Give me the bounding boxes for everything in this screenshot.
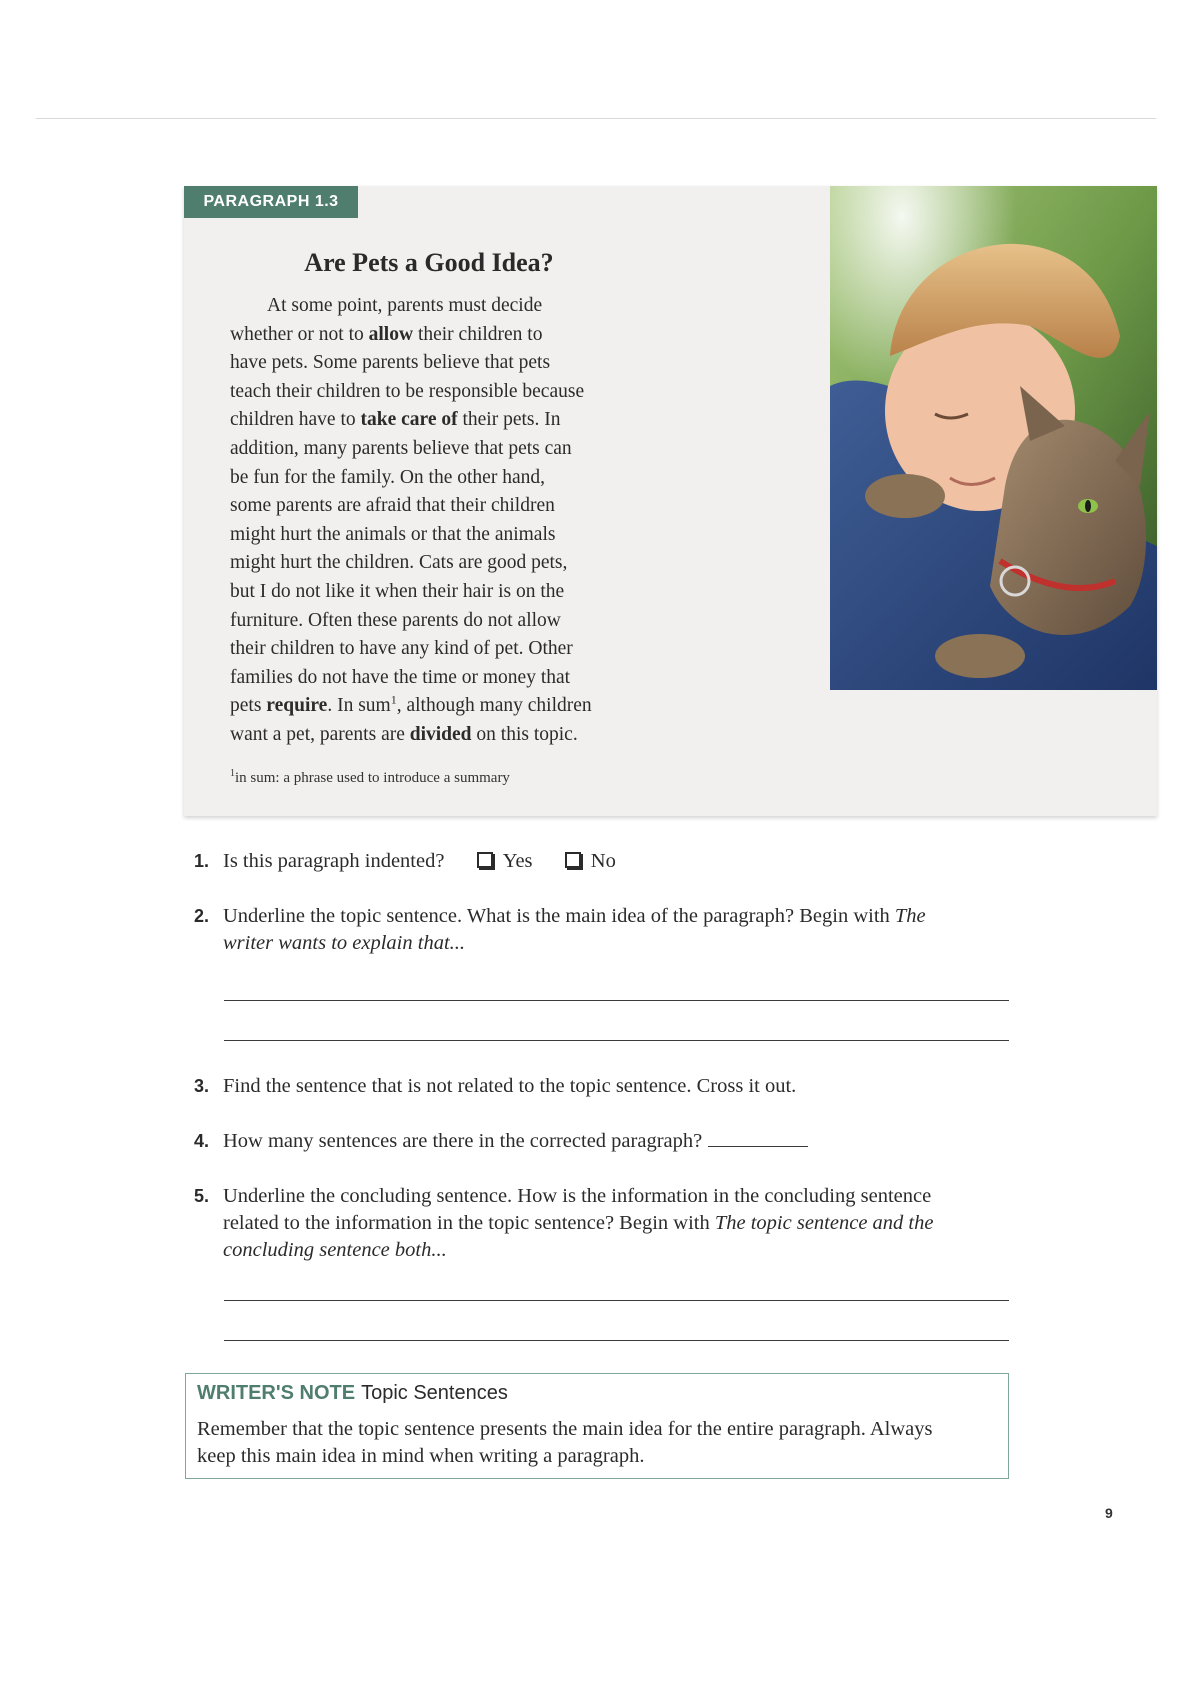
paragraph-line: have pets. Some parents believe that pets <box>230 352 551 374</box>
question-text-italic: writer wants to explain that... <box>223 932 466 954</box>
paragraph-line: but I do not like it when their hair is on the <box>230 580 565 602</box>
answer-line[interactable] <box>224 1340 1009 1341</box>
paragraph-line: At some point, parents must decide <box>267 295 543 316</box>
question-number: 1. <box>194 851 210 871</box>
writers-note-line: Remember that the topic sentence presents the main idea for the entire paragraph. Always <box>197 1418 933 1440</box>
question-text-italic: The <box>894 905 926 927</box>
paragraph-title: Are Pets a Good Idea? <box>304 248 554 277</box>
paragraph-box <box>184 186 1157 816</box>
vocab-word: take care of <box>360 409 458 431</box>
page-number: 9 <box>1105 1505 1113 1521</box>
question-text: related to the information in the topic sentence? Begin with <box>223 1212 715 1234</box>
paragraph-line: furniture. Often these parents do not allow <box>230 609 561 631</box>
vocab-word: divided <box>409 723 472 745</box>
paragraph-line: children have to take care of their pets. In <box>230 409 561 431</box>
paragraph-tag: PARAGRAPH 1.3 <box>184 186 358 218</box>
question-text: Find the sentence that is not related to the topic sentence. Cross it out. <box>223 1075 797 1097</box>
header-rule <box>36 118 1156 119</box>
question-text-italic: concluding sentence both... <box>223 1239 447 1261</box>
paragraph-line: addition, many parents believe that pets can <box>230 437 572 459</box>
vocab-word: require <box>266 695 328 717</box>
paragraph-line: might hurt the children. Cats are good pets, <box>230 552 568 574</box>
paragraph-line: be fun for the family. On the other hand, <box>230 466 545 488</box>
no-checkbox[interactable] <box>565 852 581 868</box>
boy-with-cat-photo <box>830 186 1157 690</box>
question-number: 5. <box>194 1186 210 1206</box>
writers-note-title: Topic Sentences <box>361 1382 508 1404</box>
paragraph-line: pets require. In sum$^1$, although many children <box>230 692 592 717</box>
yes-label: Yes <box>502 850 533 872</box>
question-text: Underline the topic sentence. What is the main idea of the paragraph? Begin with <box>223 905 895 927</box>
vocab-word: allow <box>368 323 414 345</box>
paragraph-line: whether or not to allow their children to <box>230 323 543 345</box>
paragraph-line: their children to have any kind of pet. Other <box>230 638 573 660</box>
answer-line[interactable] <box>224 1000 1009 1001</box>
answer-line[interactable] <box>224 1300 1009 1301</box>
paragraph-line: teach their children to be responsible because <box>230 380 585 402</box>
question-number: 4. <box>194 1131 210 1151</box>
question-text: Is this paragraph indented? <box>223 850 445 872</box>
no-label: No <box>590 850 616 872</box>
footnote: $^1$in sum: a phrase used to introduce a summary <box>230 768 510 786</box>
paragraph-body <box>230 292 630 750</box>
question-text-italic: The topic sentence and the <box>714 1212 934 1234</box>
writers-note-heading <box>197 1382 508 1405</box>
paragraph-line: some parents are afraid that their children <box>230 495 555 517</box>
answer-line[interactable] <box>224 1040 1009 1041</box>
question-number: 3. <box>194 1076 210 1096</box>
writers-note-line: keep this main idea in mind when writing a paragraph. <box>197 1445 645 1467</box>
paragraph-line: might hurt the animals or that the animals <box>230 523 556 545</box>
footnote-marker: 1 <box>390 692 397 707</box>
answer-blank[interactable] <box>708 1128 808 1147</box>
yes-checkbox[interactable] <box>477 852 493 868</box>
question-text: Underline the concluding sentence. How is the information in the concluding sentence <box>223 1185 932 1207</box>
writers-note-body <box>197 1416 997 1470</box>
question-number: 2. <box>194 906 210 926</box>
paragraph-line: families do not have the time or money that <box>230 666 571 688</box>
writers-note-box <box>185 1373 1009 1479</box>
paragraph-line: want a pet, parents are divided on this topic. <box>230 723 578 745</box>
writers-note-label: WRITER'S NOTE <box>197 1382 356 1404</box>
question-text: How many sentences are there in the corrected paragraph? <box>223 1130 703 1152</box>
